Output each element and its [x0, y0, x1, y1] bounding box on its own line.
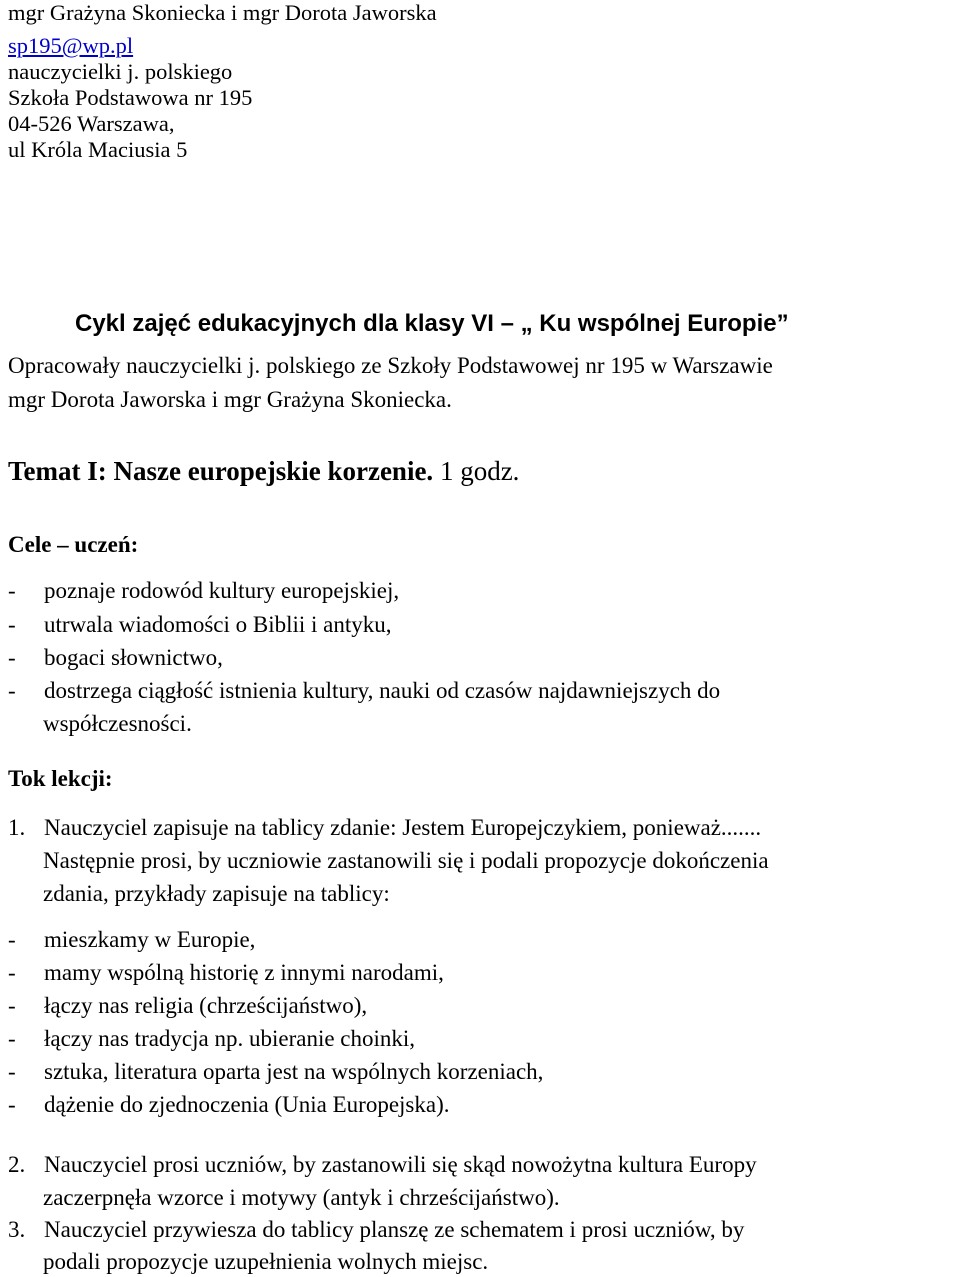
lesson-step-3-line-2: podali propozycje uzupełnienia wolnych miejsc. [43, 1249, 489, 1274]
goal-item-continuation: współczesności. [43, 711, 192, 736]
school-street: ul Króla Maciusia 5 [8, 137, 188, 162]
lesson-step-1: 1. Nauczyciel zapisuje na tablicy zdanie: Jestem Europejczykiem, ponieważ....... [8, 815, 762, 840]
goal-item: - dostrzega ciągłość istnienia kultury, nauki od czasów najdawniejszych do [8, 678, 721, 703]
example-item: - dążenie do zjednoczenia (Unia Europejska). [8, 1092, 450, 1117]
example-item: - łączy nas religia (chrześcijaństwo), [8, 993, 368, 1018]
topic-heading [8, 458, 519, 485]
example-item: - sztuka, literatura oparta jest na wspólnych korzeniach, [8, 1059, 544, 1084]
document-title: Cykl zajęć edukacyjnych dla klasy VI – „ Ku wspólnej Europie” [75, 310, 789, 337]
lesson-step-1-line-2: Następnie prosi, by uczniowie zastanowili się i podali propozycje dokończenia [43, 848, 769, 873]
school-city: 04-526 Warszawa, [8, 111, 175, 136]
lesson-step-2: 2. Nauczyciel prosi uczniów, by zastanowili się skąd nowożytna kultura Europy [8, 1152, 757, 1177]
authors-line-1: Opracowały nauczycielki j. polskiego ze Szkoły Podstawowej nr 195 w Warszawie [8, 353, 773, 378]
lesson-step-3: 3. Nauczyciel przywiesza do tablicy planszę ze schematem i prosi uczniów, by [8, 1217, 745, 1242]
example-item: - łączy nas tradycja np. ubieranie choinki, [8, 1026, 416, 1051]
example-item: - mamy wspólną historię z innymi narodami, [8, 960, 444, 985]
goals-heading: Cele – uczeń: [8, 532, 139, 557]
school-name: Szkoła Podstawowa nr 195 [8, 85, 253, 110]
topic-duration: 1 godz. [439, 456, 520, 486]
lesson-step-2-line-2: zaczerpnęła wzorce i motywy (antyk i chrześcijaństwo). [43, 1185, 560, 1210]
authors-line-2: mgr Dorota Jaworska i mgr Grażyna Skoniecka. [8, 387, 452, 412]
lesson-step-1-line-3: zdania, przykłady zapisuje na tablicy: [43, 881, 390, 906]
example-item: - mieszkamy w Europie, [8, 927, 256, 952]
author-role: nauczycielki j. polskiego [8, 59, 233, 84]
lesson-heading: Tok lekcji: [8, 766, 113, 791]
email-link[interactable]: sp195@wp.pl [8, 33, 134, 58]
topic-label: Temat I: Nasze europejskie korzenie. [8, 456, 434, 486]
goal-item: - utrwala wiadomości o Biblii i antyku, [8, 612, 392, 637]
goal-item: - poznaje rodowód kultury europejskiej, [8, 578, 400, 603]
author-names: mgr Grażyna Skoniecka i mgr Dorota Jaworska [8, 0, 437, 25]
goal-item: - bogaci słownictwo, [8, 645, 223, 670]
